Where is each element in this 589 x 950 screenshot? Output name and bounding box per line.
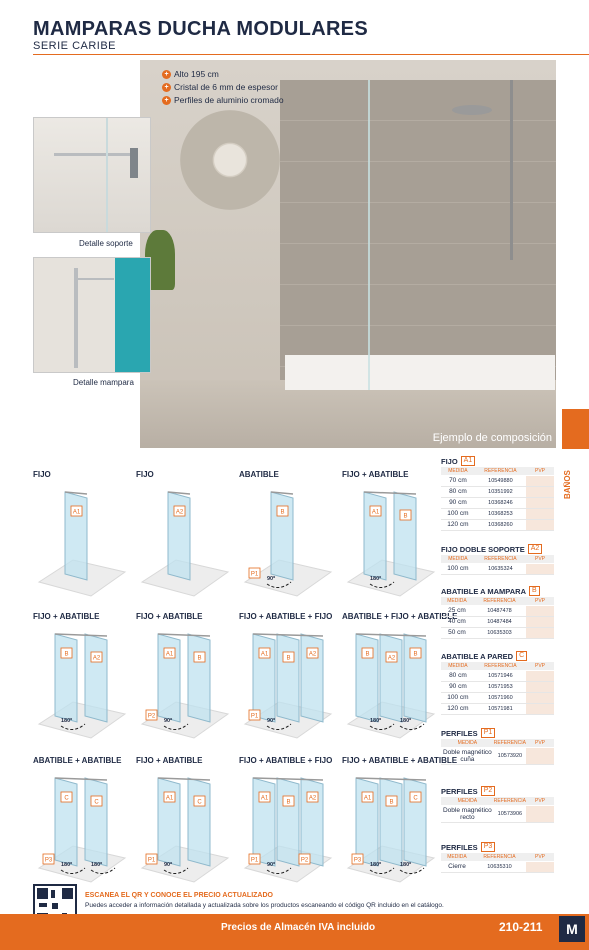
svg-text:B: B — [286, 799, 291, 806]
price-cell — [526, 747, 554, 764]
table-perfiles-p2: PERFILES P2 MEDIDA REFERENCIA PVP Doble magnético recto 10573906 — [441, 785, 554, 823]
hero-shower-pipe — [510, 80, 513, 260]
table-row — [441, 681, 554, 692]
angle-label: 180º — [400, 718, 412, 724]
table-abatible-pared: ABATIBLE A PARED C MEDIDA REFERENCIA PVP 80 cm 10571946 90 cm 10571953 100 cm 10571960 120 cm 10571981 — [441, 650, 554, 715]
price-cell — [526, 692, 554, 703]
reference-cell: 10368260 — [475, 519, 526, 530]
shower-tray — [348, 560, 434, 596]
price-table: MEDIDA REFERENCIA PVP 80 cm 10571946 90 cm 10571953 100 cm 10571960 120 cm 10571981 — [441, 662, 554, 715]
panel-tag — [174, 506, 185, 516]
configuration-drawing — [136, 768, 232, 886]
svg-text:P3: P3 — [44, 857, 53, 864]
table-row — [441, 627, 554, 638]
medida-cell: Doble magnético recto — [442, 806, 492, 821]
svg-text:B: B — [280, 509, 285, 516]
page-number: 210-211 — [499, 920, 543, 934]
panel-tag — [194, 796, 205, 806]
tag-badge: A1 — [461, 456, 476, 466]
table-fijo: FIJO A1 MEDIDA REFERENCIA PVP 70 cm 10549880 80 cm 10351992 90 cm 10368246 100 cm 10368253 120 cm 10368260 — [441, 455, 554, 531]
panel-tag — [61, 792, 72, 802]
table-row — [441, 605, 554, 616]
medida-cell: 90 cm — [441, 681, 475, 692]
reference-cell: 10635324 — [475, 563, 526, 574]
tag-badge: C — [516, 651, 527, 661]
shower-tray — [39, 702, 125, 738]
plus-icon: + — [162, 83, 171, 92]
detail-panel-caption: Detalle mampara — [73, 378, 134, 387]
configuration-diagram — [342, 470, 440, 602]
panel-tag — [91, 796, 102, 806]
configuration-label: ABATIBLE — [239, 470, 279, 479]
configuration-diagram — [239, 756, 337, 888]
price-cell — [526, 605, 554, 616]
price-cell — [526, 563, 554, 574]
svg-text:B: B — [403, 513, 408, 520]
angle-label: 90º — [267, 718, 276, 724]
svg-text:P2: P2 — [300, 857, 309, 864]
hero-shower-tray — [285, 355, 555, 390]
table-abatible-mampara: ABATIBLE A MAMPARA B MEDIDA REFERENCIA PVP 25 cm 10487478 40 cm 10487484 50 cm 10635303 — [441, 585, 554, 639]
panel-tag — [410, 792, 421, 802]
prices-note: Precios de Almacén IVA incluido — [221, 922, 376, 933]
svg-text:P1: P1 — [250, 857, 259, 864]
support-bar — [253, 634, 323, 636]
glass-panel — [158, 634, 180, 722]
reference-cell: 10549880 — [475, 475, 526, 486]
tag-badge: P2 — [481, 786, 496, 796]
configuration-drawing — [136, 482, 232, 600]
svg-text:A1: A1 — [165, 795, 174, 802]
price-cell — [526, 805, 554, 822]
configuration-drawing — [33, 482, 129, 600]
tag-badge: A2 — [528, 544, 543, 554]
angle-label: 180º — [370, 718, 382, 724]
panel-tag — [386, 796, 397, 806]
profile-tag — [146, 710, 157, 720]
reference-cell: 10487484 — [473, 616, 526, 627]
glass-panel — [404, 634, 426, 722]
tag-badge: P3 — [481, 842, 496, 852]
angle-label: 90º — [164, 718, 173, 724]
configuration-label: FIJO + ABATIBLE — [136, 612, 203, 621]
support-bar — [253, 778, 323, 780]
svg-text:A1: A1 — [260, 795, 269, 802]
glass-panel — [188, 778, 210, 866]
glass-panel — [158, 778, 180, 866]
svg-text:P1: P1 — [250, 713, 259, 720]
glass-panel — [301, 634, 323, 722]
table-row — [441, 508, 554, 519]
panel-tag — [307, 792, 318, 802]
svg-text:C: C — [413, 795, 418, 802]
table-row — [441, 805, 554, 822]
configuration-drawing — [239, 482, 335, 600]
section-label: BAÑOS — [563, 470, 572, 500]
medida-cell: Cierre — [441, 861, 473, 872]
panel-tag — [362, 648, 373, 658]
configuration-label: FIJO + ABATIBLE — [33, 612, 100, 621]
configuration-drawing — [33, 768, 129, 886]
glass-panel — [250, 778, 275, 866]
price-cell — [526, 681, 554, 692]
table-fijo-doble: FIJO DOBLE SOPORTE A2 MEDIDA REFERENCIA PVP 100 cm 10635324 — [441, 543, 554, 575]
configuration-label: FIJO + ABATIBLE + FIJO — [239, 612, 333, 621]
configuration-drawing — [342, 624, 438, 742]
support-bar — [356, 634, 426, 636]
price-cell — [526, 508, 554, 519]
glass-panel — [356, 634, 378, 722]
glass-panel — [404, 778, 426, 866]
price-cell — [526, 475, 554, 486]
medida-cell: 40 cm — [441, 616, 473, 627]
reference-cell: 10573920 — [494, 747, 526, 764]
price-table: MEDIDA REFERENCIA PVP 70 cm 10549880 80 cm 10351992 90 cm 10368246 100 cm 10368253 120 cm 10368260 — [441, 467, 554, 531]
glass-panel — [55, 778, 77, 866]
svg-text:A2: A2 — [387, 655, 396, 662]
configuration-label: FIJO — [136, 470, 154, 479]
svg-text:P1: P1 — [147, 857, 156, 864]
configuration-diagram — [33, 756, 131, 888]
glass-panel — [250, 634, 275, 722]
table-perfiles-p1: PERFILES P1 MEDIDA REFERENCIA PVP Doble magnético cuña 10573920 — [441, 727, 554, 765]
price-table: MEDIDA REFERENCIA PVP Doble magnético cuña 10573920 — [441, 739, 554, 765]
configuration-label: FIJO + ABATIBLE + FIJO — [239, 756, 333, 765]
table-row — [441, 703, 554, 714]
medida-cell: 90 cm — [441, 497, 475, 508]
svg-text:B: B — [389, 799, 394, 806]
panel-tag — [283, 796, 294, 806]
angle-label: 180º — [91, 862, 103, 868]
table-row — [441, 747, 554, 764]
panel-tag — [307, 648, 318, 658]
table-row — [441, 861, 554, 872]
price-table: MEDIDA REFERENCIA PVP 100 cm 10635324 — [441, 555, 554, 575]
table-row — [441, 486, 554, 497]
configuration-diagram — [136, 756, 234, 888]
svg-text:A2: A2 — [92, 655, 101, 662]
panel-tag — [61, 648, 72, 658]
angle-label: 180º — [61, 862, 73, 868]
table-row — [441, 692, 554, 703]
panel-tag — [164, 648, 175, 658]
svg-text:P3: P3 — [353, 857, 362, 864]
glass-panel — [168, 492, 190, 580]
section-tab — [562, 409, 589, 449]
configuration-diagram — [33, 470, 131, 602]
page-subtitle: SERIE CARIBE — [33, 40, 117, 52]
profile-tag — [299, 854, 310, 864]
svg-text:P1: P1 — [250, 571, 259, 578]
price-cell — [526, 861, 554, 872]
table-row — [441, 670, 554, 681]
glass-panel — [271, 492, 293, 580]
svg-text:P2: P2 — [147, 713, 156, 720]
configuration-diagram — [136, 612, 234, 744]
glass-panel — [380, 778, 402, 866]
hero-caption: Ejemplo de composición — [432, 432, 552, 444]
glass-panel — [65, 492, 87, 580]
svg-text:A2: A2 — [308, 795, 317, 802]
svg-text:A2: A2 — [175, 509, 184, 516]
price-cell — [526, 627, 554, 638]
reference-cell: 10351992 — [475, 486, 526, 497]
angle-label: 180º — [400, 862, 412, 868]
scan-qr-text: Puedes acceder a información detallada y actualizada sobre los productos escaneando el código QR incluido en el catálogo. — [85, 902, 444, 909]
medida-cell: 100 cm — [441, 692, 475, 703]
configuration-label: ABATIBLE + FIJO + ABATIBLE — [342, 612, 458, 621]
glass-panel — [301, 778, 323, 866]
table-row — [441, 563, 554, 574]
configuration-diagram — [239, 612, 337, 744]
svg-text:A1: A1 — [371, 509, 380, 516]
detail-support-caption: Detalle soporte — [79, 239, 133, 248]
reference-cell: 10487478 — [473, 605, 526, 616]
svg-text:A1: A1 — [165, 651, 174, 658]
tag-badge: P1 — [481, 728, 496, 738]
profile-tag — [249, 568, 260, 578]
svg-text:A2: A2 — [308, 651, 317, 658]
feature-item: + Alto 195 cm — [162, 68, 284, 81]
table-row — [441, 616, 554, 627]
svg-text:C: C — [64, 795, 69, 802]
profile-tag — [43, 854, 54, 864]
reference-cell: 10635310 — [473, 861, 526, 872]
angle-label: 180º — [370, 862, 382, 868]
svg-text:C: C — [197, 799, 202, 806]
price-cell — [526, 616, 554, 627]
glass-panel — [364, 492, 386, 580]
configuration-label: FIJO + ABATIBLE + ABATIBLE — [342, 756, 458, 765]
configuration-drawing — [136, 624, 232, 742]
glass-panel — [85, 778, 107, 866]
reference-cell: 10368253 — [475, 508, 526, 519]
medida-cell: Doble magnético cuña — [442, 748, 492, 763]
price-table: MEDIDA REFERENCIA PVP Cierre 10635310 — [441, 853, 554, 873]
reference-cell: 10571981 — [475, 703, 526, 714]
svg-text:C: C — [94, 799, 99, 806]
svg-text:A1: A1 — [363, 795, 372, 802]
medida-cell: 120 cm — [441, 703, 475, 714]
medida-cell: 80 cm — [441, 486, 475, 497]
reference-cell: 10573906 — [494, 805, 526, 822]
medida-cell: 100 cm — [441, 508, 475, 519]
reference-cell: 10368246 — [475, 497, 526, 508]
price-cell — [526, 670, 554, 681]
medida-cell: 25 cm — [441, 605, 473, 616]
angle-label: 90º — [267, 862, 276, 868]
price-table: MEDIDA REFERENCIA PVP 25 cm 10487478 40 cm 10487484 50 cm 10635303 — [441, 597, 554, 639]
configuration-drawing — [239, 624, 335, 742]
table-row — [441, 497, 554, 508]
svg-text:B: B — [64, 651, 69, 658]
price-cell — [526, 519, 554, 530]
panel-tag — [386, 652, 397, 662]
glass-panel — [380, 634, 402, 722]
glass-panel — [85, 634, 107, 722]
table-row — [441, 475, 554, 486]
hero-glass-panel — [368, 80, 370, 390]
angle-label: 90º — [267, 576, 276, 582]
configuration-drawing — [342, 482, 438, 600]
hero-shower-head — [452, 105, 492, 115]
angle-label: 90º — [164, 862, 173, 868]
panel-tag — [164, 792, 175, 802]
reference-cell: 10571953 — [475, 681, 526, 692]
price-table: MEDIDA REFERENCIA PVP Doble magnético recto 10573906 — [441, 797, 554, 823]
panel-tag — [277, 506, 288, 516]
page-title: MAMPARAS DUCHA MODULARES — [33, 18, 368, 40]
reference-cell: 10571960 — [475, 692, 526, 703]
panel-tag — [283, 652, 294, 662]
profile-tag — [146, 854, 157, 864]
panel-tag — [370, 506, 381, 516]
panel-tag — [71, 506, 82, 516]
feature-item: + Cristal de 6 mm de espesor — [162, 81, 284, 94]
medida-cell: 100 cm — [441, 563, 475, 574]
panel-tag — [194, 652, 205, 662]
configuration-label: FIJO + ABATIBLE — [136, 756, 203, 765]
plus-icon: + — [162, 70, 171, 79]
support-bar — [356, 778, 426, 780]
panel-tag — [362, 792, 373, 802]
price-cell — [526, 497, 554, 508]
glass-panel — [277, 634, 299, 722]
svg-text:A1: A1 — [260, 651, 269, 658]
profile-tag — [249, 710, 260, 720]
price-cell — [526, 486, 554, 497]
configuration-diagram — [239, 470, 337, 602]
configuration-label: FIJO + ABATIBLE — [342, 470, 409, 479]
profile-tag — [249, 854, 260, 864]
medida-cell: 50 cm — [441, 627, 473, 638]
configuration-drawing — [239, 768, 335, 886]
panel-tag — [259, 792, 270, 802]
configuration-diagram — [33, 612, 131, 744]
detail-panel-photo — [33, 257, 151, 373]
glass-panel — [277, 778, 299, 866]
scan-qr-title: ESCANEA EL QR Y CONOCE EL PRECIO ACTUALIZADO — [85, 892, 273, 899]
reference-cell: 10635303 — [473, 627, 526, 638]
glass-panel — [353, 778, 378, 866]
configuration-drawing — [342, 768, 438, 886]
tag-badge: B — [529, 586, 540, 596]
panel-tag — [400, 510, 411, 520]
panel-tag — [91, 652, 102, 662]
angle-label: 180º — [370, 576, 382, 582]
glass-panel — [188, 634, 210, 722]
svg-text:B: B — [413, 651, 418, 658]
svg-text:A1: A1 — [72, 509, 81, 516]
feature-item: + Perfiles de aluminio cromado — [162, 94, 284, 107]
detail-support-photo — [33, 117, 151, 233]
configuration-label: ABATIBLE + ABATIBLE — [33, 756, 122, 765]
glass-panel — [55, 634, 77, 722]
medida-cell: 70 cm — [441, 475, 475, 486]
svg-text:B: B — [365, 651, 370, 658]
medida-cell: 80 cm — [441, 670, 475, 681]
svg-text:B: B — [197, 655, 202, 662]
angle-label: 180º — [61, 718, 73, 724]
configuration-label: FIJO — [33, 470, 51, 479]
table-perfiles-p3: PERFILES P3 MEDIDA REFERENCIA PVP Cierre 10635310 — [441, 841, 554, 873]
configuration-drawing — [33, 624, 129, 742]
configuration-diagram — [136, 470, 234, 602]
profile-tag — [352, 854, 363, 864]
plus-icon: + — [162, 96, 171, 105]
panel-tag — [410, 648, 421, 658]
table-row — [441, 519, 554, 530]
svg-text:B: B — [286, 655, 291, 662]
medida-cell: 120 cm — [441, 519, 475, 530]
hero-mirror — [180, 110, 280, 210]
feature-list — [162, 68, 284, 107]
glass-panel — [394, 492, 416, 580]
reference-cell: 10571946 — [475, 670, 526, 681]
brand-logo: M — [559, 916, 585, 942]
price-cell — [526, 703, 554, 714]
title-divider — [33, 54, 589, 55]
hero-photo — [140, 60, 556, 448]
panel-tag — [259, 648, 270, 658]
